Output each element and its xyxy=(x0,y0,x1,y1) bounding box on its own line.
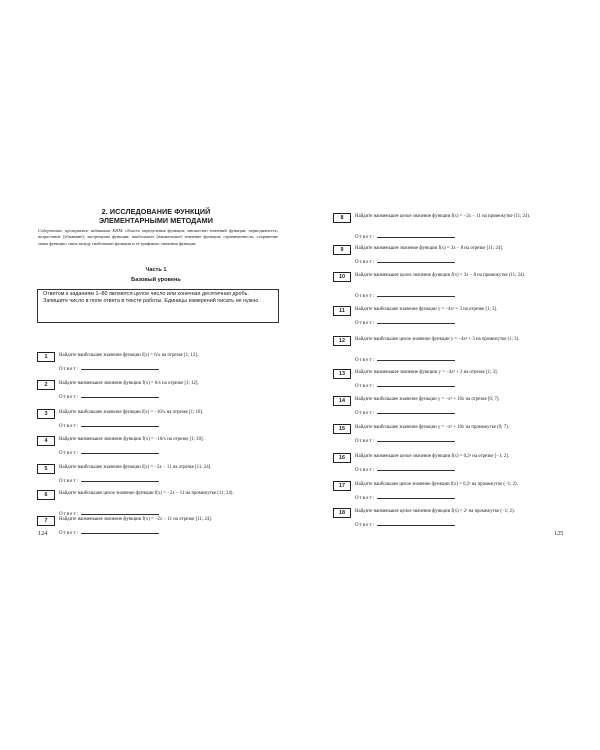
answer-field[interactable] xyxy=(355,465,455,474)
task-text: Найдите наименьшее значение функции f(x) = 6/x на отрезке [1; 12]. xyxy=(59,381,199,386)
task-number-box: 13 xyxy=(333,369,351,379)
task-text: Найдите наименьшее значение функции f(x) = 3x − 8 на отрезке [11; 24]. xyxy=(355,246,504,251)
answer-label: Ответ: xyxy=(355,439,375,444)
answer-line[interactable] xyxy=(377,291,455,297)
answer-label: Ответ: xyxy=(355,321,375,326)
task-number-box: 14 xyxy=(333,396,351,406)
answer-line[interactable] xyxy=(81,448,159,454)
answer-line[interactable] xyxy=(377,493,455,499)
answer-line[interactable] xyxy=(81,421,159,427)
answer-field[interactable] xyxy=(355,318,455,327)
answer-field[interactable] xyxy=(355,493,455,502)
answer-field[interactable] xyxy=(59,421,159,430)
answer-field[interactable] xyxy=(59,448,159,457)
task-text: Найдите наибольшее значение функции y = −x² + 10x на промежутке (0; 7). xyxy=(355,425,509,430)
answer-label: Ответ: xyxy=(59,512,79,517)
task-text: Найдите наименьшее целое значение функции f(x) = 2ˣ на промежутке (−1; 2). xyxy=(355,509,515,514)
answer-line[interactable] xyxy=(377,408,455,414)
task-number-box: 7 xyxy=(37,516,55,526)
answer-line[interactable] xyxy=(81,392,159,398)
answer-label: Ответ: xyxy=(355,235,375,240)
answer-field[interactable] xyxy=(59,364,159,373)
answer-field[interactable] xyxy=(355,257,455,266)
task-text: Найдите наибольшее целое значение функции f(x) = −2x − 11 на промежутке (11; 24). xyxy=(59,491,234,496)
answer-label: Ответ: xyxy=(355,523,375,528)
answer-field[interactable] xyxy=(59,528,159,537)
answer-label: Ответ: xyxy=(355,411,375,416)
section-title: 2. ИССЛЕДОВАНИЕ ФУНКЦИЙ ЭЛЕМЕНТАРНЫМИ МЕТОДАМИ xyxy=(98,207,214,225)
answer-label: Ответ: xyxy=(355,294,375,299)
answer-line[interactable] xyxy=(377,232,455,238)
answer-line[interactable] xyxy=(377,257,455,263)
answer-field[interactable] xyxy=(355,232,455,241)
task-text: Найдите наименьшее значение функции f(x) = −10/x на отрезке [1; 10]. xyxy=(59,437,204,442)
answer-label: Ответ: xyxy=(59,367,79,372)
answer-field[interactable] xyxy=(355,381,455,390)
task-text: Найдите наименьшее целое значение функции f(x) = −2x − 11 на промежутке (11; 24). xyxy=(355,214,531,219)
task-text: Найдите наибольшее целое значение функции f(x) = 0,2ˣ на промежутке (−1; 2). xyxy=(355,482,518,487)
part-title: Часть 1 xyxy=(145,267,167,273)
answer-line[interactable] xyxy=(377,381,455,387)
answer-field[interactable] xyxy=(355,436,455,445)
task-number-box: 17 xyxy=(333,481,351,491)
answer-label: Ответ: xyxy=(355,260,375,265)
answer-label: Ответ: xyxy=(59,451,79,456)
task-number-box: 5 xyxy=(37,464,55,474)
answer-label: Ответ: xyxy=(59,479,79,484)
right-page xyxy=(300,0,600,750)
level-title: Базовый уровень xyxy=(131,277,181,283)
answer-field[interactable] xyxy=(355,355,455,364)
answer-label: Ответ: xyxy=(59,424,79,429)
answer-field[interactable] xyxy=(355,291,455,300)
task-text: Найдите наименьшее целое значение функции f(x) = 0,2ˣ на отрезке [−1; 2]. xyxy=(355,454,510,459)
page-number: 124 xyxy=(38,530,48,537)
task-number-box: 16 xyxy=(333,453,351,463)
answer-line[interactable] xyxy=(377,318,455,324)
answer-label: Ответ: xyxy=(59,531,79,536)
task-text: Найдите наибольшее значение функции y = −x² + 10x на отрезке [0; 7]. xyxy=(355,397,500,402)
task-number-box: 4 xyxy=(37,436,55,446)
task-number-box: 1 xyxy=(37,352,55,362)
answer-line[interactable] xyxy=(377,355,455,361)
page-number: 125 xyxy=(554,530,564,537)
answer-label: Ответ: xyxy=(355,384,375,389)
task-text: Найдите наименьшее целое значение функции f(x) = 3x − 8 на промежутке (11; 24). xyxy=(355,273,526,278)
task-number-box: 8 xyxy=(333,213,351,223)
task-number-box: 12 xyxy=(333,336,351,346)
answer-label: Ответ: xyxy=(355,358,375,363)
task-text: Найдите наименьшее значение функции f(x) = −2x − 11 на отрезке [11; 24]. xyxy=(59,517,212,522)
task-text: Найдите наибольшее значение функции f(x) = −10/x на отрезке [1; 10]. xyxy=(59,410,204,415)
answer-field[interactable] xyxy=(59,476,159,485)
answer-field[interactable] xyxy=(59,392,159,401)
answer-line[interactable] xyxy=(81,509,159,515)
answer-line[interactable] xyxy=(377,436,455,442)
task-text: Найдите наименьшее значение функции y = −4x² + 3 на отрезке [1; 3]. xyxy=(355,370,498,375)
answer-label: Ответ: xyxy=(355,496,375,501)
content-description: Содержание, проверяемое заданиями КИМ: область определения функции; множество значений функции; периодичность; возрастание (убывание); экстремумы функции; наибольшее (наименьшее) значение функции; ограниченность; сохранение знака функции; связь между свойствами функции и её графиком; значения функции. xyxy=(38,228,278,246)
answer-line[interactable] xyxy=(81,528,159,534)
answer-label: Ответ: xyxy=(355,468,375,473)
task-text: Найдите наибольшее значение функции y = −4x² + 3 на отрезке [1; 3]. xyxy=(355,307,498,312)
instructions-box: Ответом к заданиям 1–80 являются целое число или конечная десятичная дробь. Запишите число в поле ответа в тексте работы. Единицы измерений писать не нужно. xyxy=(37,289,279,323)
task-number-box: 10 xyxy=(333,272,351,282)
task-number-box: 15 xyxy=(333,424,351,434)
answer-field[interactable] xyxy=(355,408,455,417)
task-text: Найдите наибольшее значение функции f(x) = −2x − 11 на отрезке [11; 24]. xyxy=(59,465,212,470)
answer-line[interactable] xyxy=(377,520,455,526)
task-text: Найдите наибольшее целое значение функции y = −4x² + 3 на промежутке (1; 3). xyxy=(355,337,520,342)
task-text: Найдите наибольшее значение функции f(x) = 6/x на отрезке [1; 12]. xyxy=(59,353,199,358)
task-number-box: 6 xyxy=(37,490,55,500)
task-number-box: 3 xyxy=(37,409,55,419)
answer-line[interactable] xyxy=(81,364,159,370)
task-number-box: 2 xyxy=(37,380,55,390)
task-number-box: 11 xyxy=(333,306,351,316)
task-number-box: 18 xyxy=(333,508,351,518)
answer-line[interactable] xyxy=(81,476,159,482)
answer-line[interactable] xyxy=(377,465,455,471)
answer-label: Ответ: xyxy=(59,395,79,400)
answer-field[interactable] xyxy=(355,520,455,529)
task-number-box: 9 xyxy=(333,245,351,255)
